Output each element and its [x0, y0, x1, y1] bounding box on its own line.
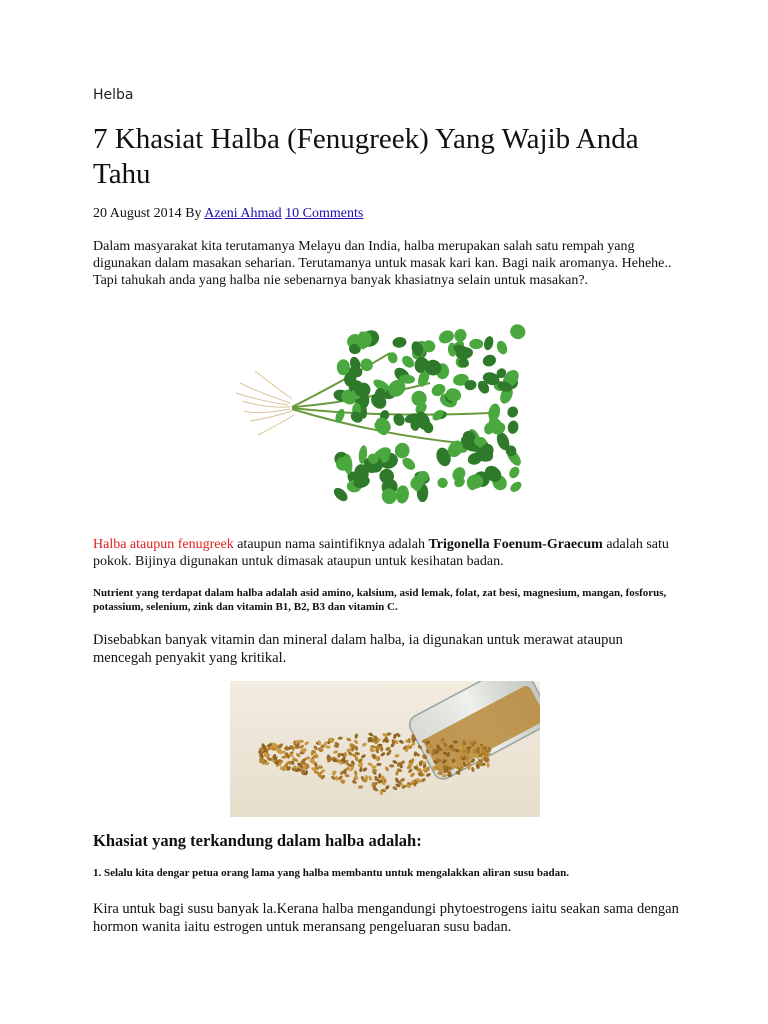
comments-link[interactable]: 10 Comments [285, 206, 364, 221]
scientific-name: Trigonella Foenum-Graecum [428, 537, 603, 552]
by-label: By [185, 206, 202, 221]
intro-paragraph: Dalam masyarakat kita terutamanya Melayu dan India, halba merupakan salah satu rempah yang digunakan dalam masakan seharian. Terutamanya untuk masak kari kan. Bagi naik aromanya. Hehehe.. Tapi tahukah anda yang halba nie sebenarnya banyak khasiatnya selain untuk masakan?. [93, 239, 672, 288]
vitamins-paragraph: Disebabkan banyak vitamin dan mineral dalam halba, ia digunakan untuk merawat ataupun mencegah penyakit yang kritikal. [93, 632, 623, 666]
benefit-1-text: Kira untuk bagi susu banyak la.Kerana halba mengandungi phytoestrogens iaitu seakan sama dengan hormon wanita iaitu estrogen untuk meransang pengeluaran susu badan. [93, 901, 679, 935]
benefits-heading: Khasiat yang terkandung dalam halba adalah: [93, 831, 422, 850]
article-meta [93, 206, 363, 222]
fenugreek-highlight: Halba ataupun fenugreek [93, 537, 234, 552]
fenugreek-leaves-image [230, 323, 540, 521]
definition-paragraph [93, 536, 673, 570]
category-label[interactable]: Helba [93, 87, 134, 103]
definition-middle: ataupun nama saintifiknya adalah [233, 537, 429, 552]
nutrients-paragraph: Nutrient yang terdapat dalam halba adalah asid amino, kalsium, asid lemak, folat, zat besi, magnesium, mangan, fosforus, potassium, selenium, zink dan vitamin B1, B2, B3 dan vitamin C. [93, 587, 667, 613]
seed [375, 756, 378, 761]
post-date: 20 August 2014 [93, 206, 182, 221]
definition-end: adalah satu pokok. Bijinya digunakan untuk dimasak ataupun untuk kesihatan badan. [93, 537, 669, 569]
leaf [469, 339, 483, 349]
fenugreek-seeds-image [230, 681, 540, 817]
article-title: 7 Khasiat Halba (Fenugreek) Yang Wajib Anda Tahu [93, 123, 639, 190]
benefit-1-heading: 1. Selalu kita dengar petua orang lama yang halba membantu untuk mengalakkan aliran susu badan. [93, 867, 569, 879]
author-link[interactable]: Azeni Ahmad [204, 206, 282, 221]
